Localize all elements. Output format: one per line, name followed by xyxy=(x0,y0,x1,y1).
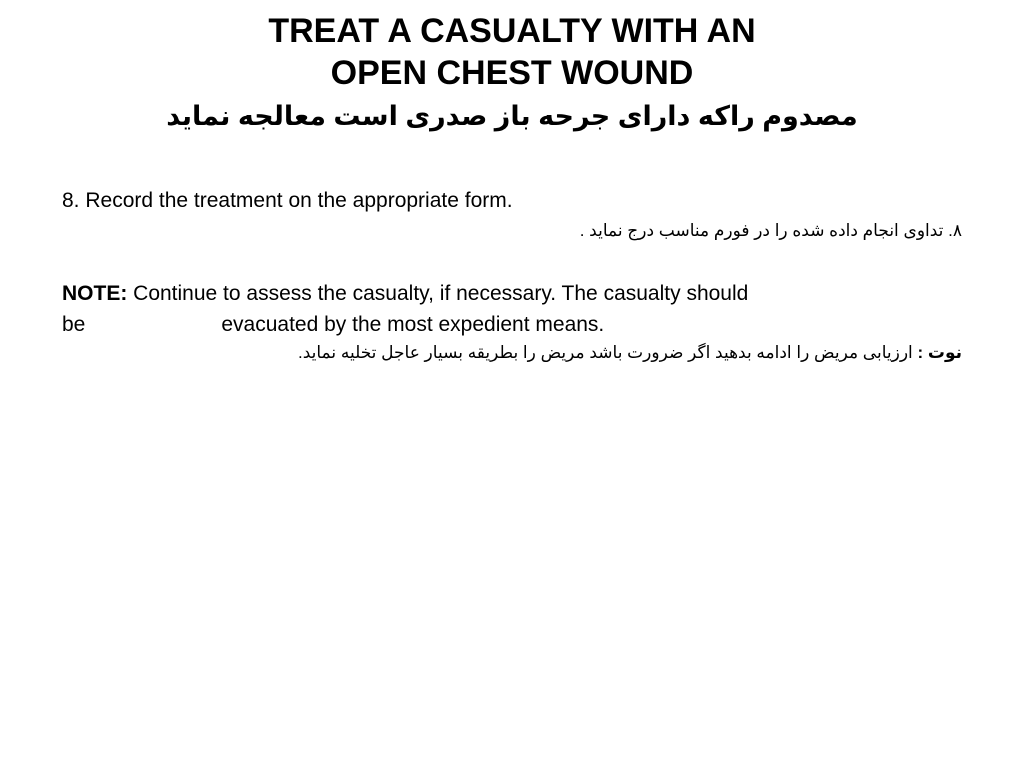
note-line-1 xyxy=(62,279,748,309)
note-farsi xyxy=(298,341,962,365)
note-farsi-label: نوت : xyxy=(917,343,962,362)
step-8-english: 8. Record the treatment on the appropriate form. xyxy=(62,189,513,212)
title-line-1: TREAT A CASUALTY WITH AN xyxy=(268,12,756,50)
note-line-2 xyxy=(62,310,604,340)
title-farsi: مصدوم راکه دارای جرحه باز صدری است معالجه نماید xyxy=(166,101,858,131)
note-farsi-text: ارزیابی مریض را ادامه بدهید اگر ضرورت باشد مریض را بطریقه بسیار عاجل تخلیه نماید. xyxy=(297,343,918,362)
note-text-2-start: be xyxy=(62,313,86,336)
title-block xyxy=(0,10,1024,134)
note-label: NOTE: xyxy=(62,282,128,305)
step-8-farsi: ۸. تداوی انجام داده شده را در فورم مناسب درج نماید . xyxy=(579,221,962,240)
note-text-2-end: evacuated by the most expedient means. xyxy=(221,313,605,336)
note-text-1: Continue to assess the casualty, if necessary. The casualty should xyxy=(127,282,749,305)
title-line-2: OPEN CHEST WOUND xyxy=(330,54,694,92)
